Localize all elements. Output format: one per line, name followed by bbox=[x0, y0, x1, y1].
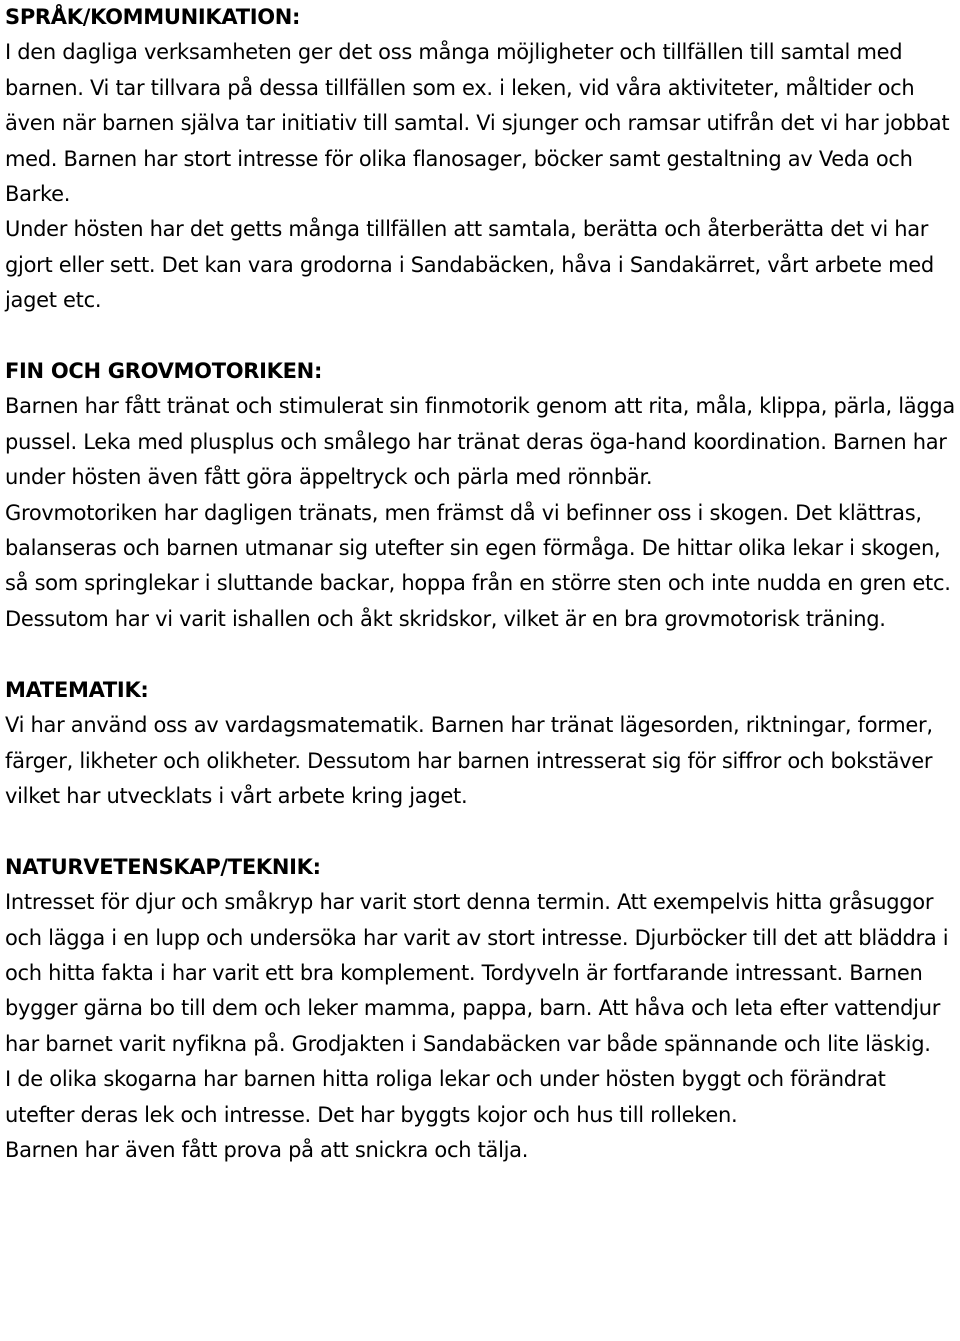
section-heading: MATEMATIK: bbox=[5, 677, 149, 702]
section-spacer bbox=[5, 319, 957, 354]
section-matematik bbox=[5, 673, 957, 815]
section-spacer bbox=[5, 814, 957, 849]
section-fin-och-grovmotoriken bbox=[5, 354, 957, 637]
section-sprak-kommunikation bbox=[5, 0, 957, 319]
section-heading: NATURVETENSKAP/TEKNIK: bbox=[5, 854, 321, 879]
paragraph: Vi har använd oss av vardagsmatematik. Barnen har tränat lägesorden, riktningar, former, färger, likheter och olikheter. Dessutom har barnen intresserat sig för siffror och bokstäver vilket har utvecklats i vårt arbete kring jaget. bbox=[5, 713, 933, 808]
paragraph: I den dagliga verksamheten ger det oss många möjligheter och tillfällen till samtal med barnen. Vi tar tillvara på dessa tillfällen som ex. i leken, vid våra aktiviteter, måltider och även när barnen själva tar initiativ till samtal. Vi sjunger och ramsar utifrån det vi har jobbat med. Barnen har stort intresse för olika flanosager, böcker samt gestaltning av Veda och Barke. bbox=[5, 40, 950, 207]
section-heading: FIN OCH GROVMOTORIKEN: bbox=[5, 359, 323, 384]
paragraph: Barnen har även fått prova på att snickra och tälja. bbox=[5, 1137, 529, 1162]
paragraph: Under hösten har det getts många tillfällen att samtala, berätta och återberätta det vi har gjort eller sett. Det kan vara grodorna i Sandabäcken, håva i Sandakärret, vårt arbete med jaget etc. bbox=[5, 217, 934, 313]
paragraph: Grovmotoriken har dagligen tränats, men främst då vi befinner oss i skogen. Det klättras, balanseras och barnen utmanar sig utefter sin egen förmåga. De hittar olika lekar i skogen, så som springlekar i sluttande backar, hoppa från en större sten och inte nudda en gren etc. Dessutom har vi varit ishallen och åkt skridskor, vilket är en bra grovmotorisk träning. bbox=[5, 500, 951, 631]
section-spacer bbox=[5, 637, 957, 672]
section-naturvetenskap-teknik bbox=[5, 850, 957, 1169]
paragraph: Intresset för djur och småkryp har varit stort denna termin. Att exempelvis hitta gråsuggor och lägga i en lupp och undersöka har varit av stort intresse. Djurböcker till det att bläddra i och hitta fakta i har varit ett bra komplement. Tordyveln är fortfarande intressant. Barnen bygger gärna bo till dem och leker mamma, pappa, barn. Att håva och leta efter vattendjur har barnet varit nyfikna på. Grodjakten i Sandabäcken var både spännande och lite läskig. bbox=[5, 890, 949, 1056]
section-heading: SPRÅK/KOMMUNIKATION: bbox=[5, 5, 301, 29]
paragraph: I de olika skogarna har barnen hitta roliga lekar och under hösten byggt och förändrat utefter deras lek och intresse. Det har byggts kojor och hus till rolleken. bbox=[5, 1067, 886, 1127]
document-page bbox=[5, 0, 957, 1168]
paragraph: Barnen har fått tränat och stimulerat sin finmotorik genom att rita, måla, klippa, pärla, lägga pussel. Leka med plusplus och smålego har tränat deras öga-hand koordination. Barnen har under hösten även fått göra äppeltryck och pärla med rönnbär. bbox=[5, 394, 955, 490]
